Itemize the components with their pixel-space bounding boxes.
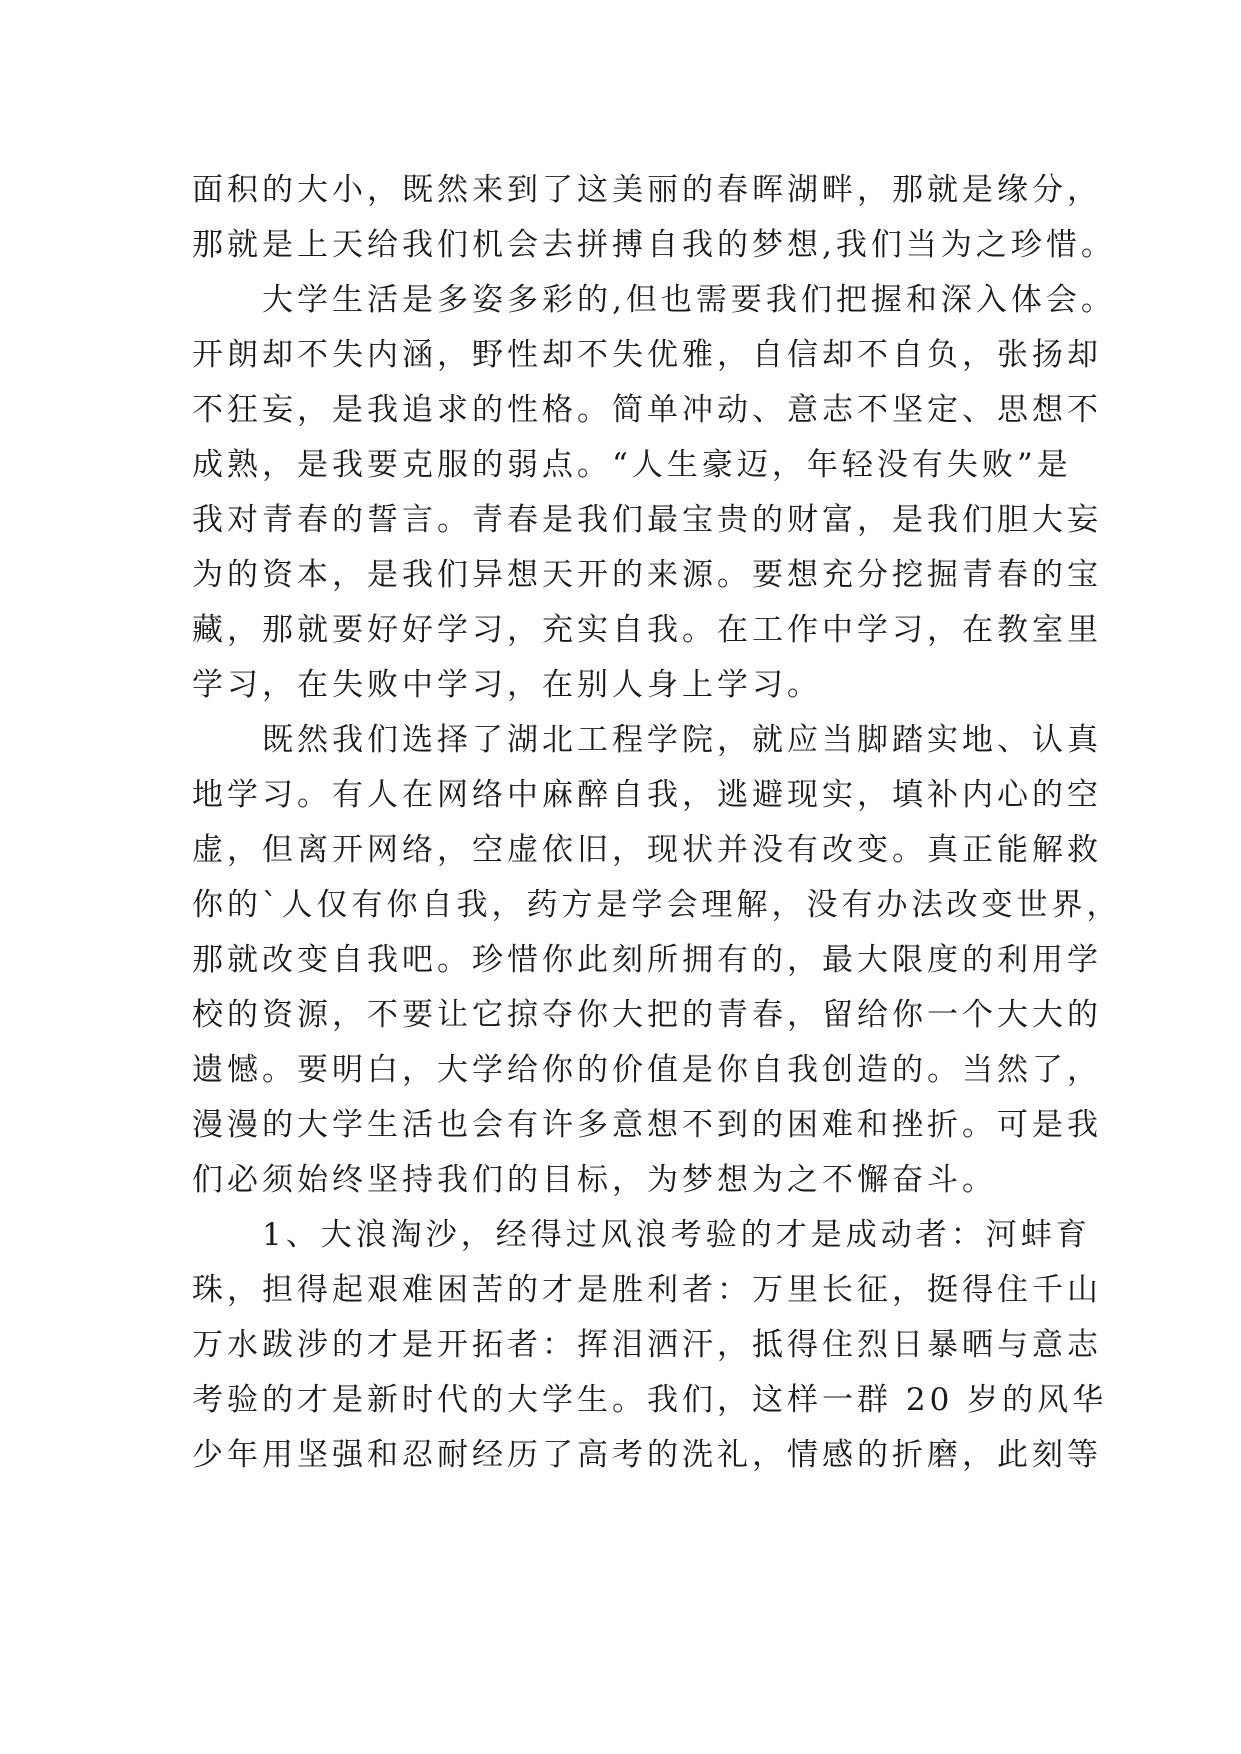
text-line: 万水跋涉的才是开拓者：挥泪洒汗，抵得住烈日暴晒与意志 — [192, 1327, 1102, 1363]
text-line: 考验的才是新时代的大学生。我们，这样一群 20 岁的风华 — [192, 1382, 1108, 1418]
text-line: 学习，在失败中学习，在别人身上学习。 — [192, 667, 822, 703]
text-line: 少年用坚强和忍耐经历了高考的洗礼，情感的折磨，此刻等 — [192, 1437, 1102, 1473]
text-line: 地学习。有人在网络中麻醉自我，逃避现实，填补内心的空 — [192, 777, 1102, 813]
text-line: 你的`人仅有你自我，药方是学会理解，没有办法改变世界， — [192, 887, 1122, 923]
paragraph-first-line: 既然我们选择了湖北工程学院，就应当脚踏实地、认真 — [262, 722, 1102, 758]
text-line: 们必须始终坚持我们的目标，为梦想为之不懈奋斗。 — [192, 1162, 997, 1198]
text-line: 遗憾。要明白，大学给你的价值是你自我创造的。当然了， — [192, 1052, 1102, 1088]
text-line: 藏，那就要好好学习，充实自我。在工作中学习，在教室里 — [192, 612, 1102, 648]
text-line: 不狂妄，是我追求的性格。简单冲动、意志不坚定、思想不 — [192, 392, 1102, 428]
text-line: 我对青春的誓言。青春是我们最宝贵的财富，是我们胆大妄 — [192, 502, 1102, 538]
text-line: 珠，担得起艰难困苦的才是胜利者：万里长征，挺得住千山 — [192, 1272, 1102, 1308]
text-line: 成熟，是我要克服的弱点。“人生豪迈，年轻没有失败”是 — [192, 447, 1072, 483]
paragraph-first-line: 1、大浪淘沙，经得过风浪考验的才是成动者：河蚌育 — [262, 1217, 1091, 1253]
paragraph-first-line: 大学生活是多姿多彩的,但也需要我们把握和深入体会。 — [262, 282, 1116, 318]
text-line: 虚，但离开网络，空虚依旧，现状并没有改变。真正能解救 — [192, 832, 1102, 868]
text-line: 开朗却不失内涵，野性却不失优雅，自信却不自负，张扬却 — [192, 337, 1102, 373]
text-line: 为的资本，是我们异想天开的来源。要想充分挖掘青春的宝 — [192, 557, 1102, 593]
text-line: 面积的大小，既然来到了这美丽的春晖湖畔，那就是缘分， — [192, 172, 1102, 208]
text-line: 漫漫的大学生活也会有许多意想不到的困难和挫折。可是我 — [192, 1107, 1102, 1143]
text-line: 校的资源，不要让它掠夺你大把的青春，留给你一个大大的 — [192, 997, 1102, 1033]
text-line: 那就改变自我吧。珍惜你此刻所拥有的，最大限度的利用学 — [192, 942, 1102, 978]
text-line: 那就是上天给我们机会去拼搏自我的梦想,我们当为之珍惜。 — [192, 227, 1116, 263]
document-body — [192, 163, 1122, 1483]
